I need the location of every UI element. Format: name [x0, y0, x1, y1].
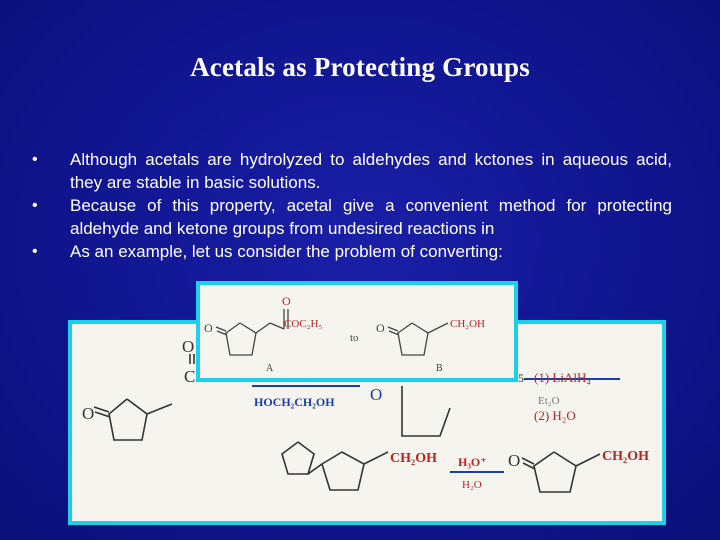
- conversion-inset-drawing: [200, 285, 514, 378]
- reagent-ethylene-glycol: HOCH₂CH₂OH: [254, 395, 335, 409]
- conversion-inset-image: [196, 281, 518, 382]
- reduction-solvent: Et₂O: [538, 395, 560, 407]
- inset-label-b: B: [436, 363, 443, 374]
- bullet-item: [30, 240, 672, 263]
- final-ketone-oxygen: O: [508, 451, 521, 470]
- slide-title: Acetals as Protecting Groups: [190, 52, 530, 82]
- hydrolysis-water: H₂O: [462, 479, 482, 491]
- reduction-step-2: (2) H₂O: [534, 408, 576, 423]
- bullet-icon: •: [32, 151, 38, 168]
- bullet-item: [30, 194, 672, 240]
- reduction-step-1: (1) LiAlH₄: [534, 370, 591, 385]
- inset-alcohol-group: CH₂OH: [450, 318, 486, 330]
- hydrolysis-reagent: H₃O⁺: [458, 455, 487, 469]
- ketone-oxygen-label: O: [82, 404, 95, 423]
- inset-carbonyl-oxygen: O: [282, 294, 291, 308]
- final-alcohol-group: CH₂OH: [602, 449, 649, 464]
- bullet-text: As an example, let us consider the problem of converting:: [70, 242, 503, 261]
- ester-oxygen-label: O: [182, 337, 195, 356]
- inset-label-a: A: [266, 363, 274, 374]
- bullet-icon: •: [32, 243, 38, 260]
- ester-tail-label: 5: [518, 371, 524, 385]
- inset-to-word: to: [350, 332, 359, 344]
- bullet-text: Because of this property, acetal give a convenient method for protecting aldehyde and ketone groups from undesired reactions in: [70, 196, 672, 238]
- bullet-list: [30, 148, 672, 263]
- bullet-item: [30, 148, 672, 194]
- ester-carbon-label: C: [184, 367, 196, 386]
- inset-ester-group: COC₂H₅: [284, 318, 323, 330]
- bullet-text: Although acetals are hydrolyzed to aldehydes and kctones in aqueous acid, they are stable in basic solutions.: [70, 150, 672, 192]
- acetal-oxygen-label: O: [370, 385, 383, 404]
- inset-ring-oxygen-a: O: [204, 321, 213, 335]
- bullet-icon: •: [32, 197, 38, 214]
- protected-alcohol-group: CH₂OH: [390, 451, 437, 466]
- inset-ring-oxygen-b: O: [376, 321, 385, 335]
